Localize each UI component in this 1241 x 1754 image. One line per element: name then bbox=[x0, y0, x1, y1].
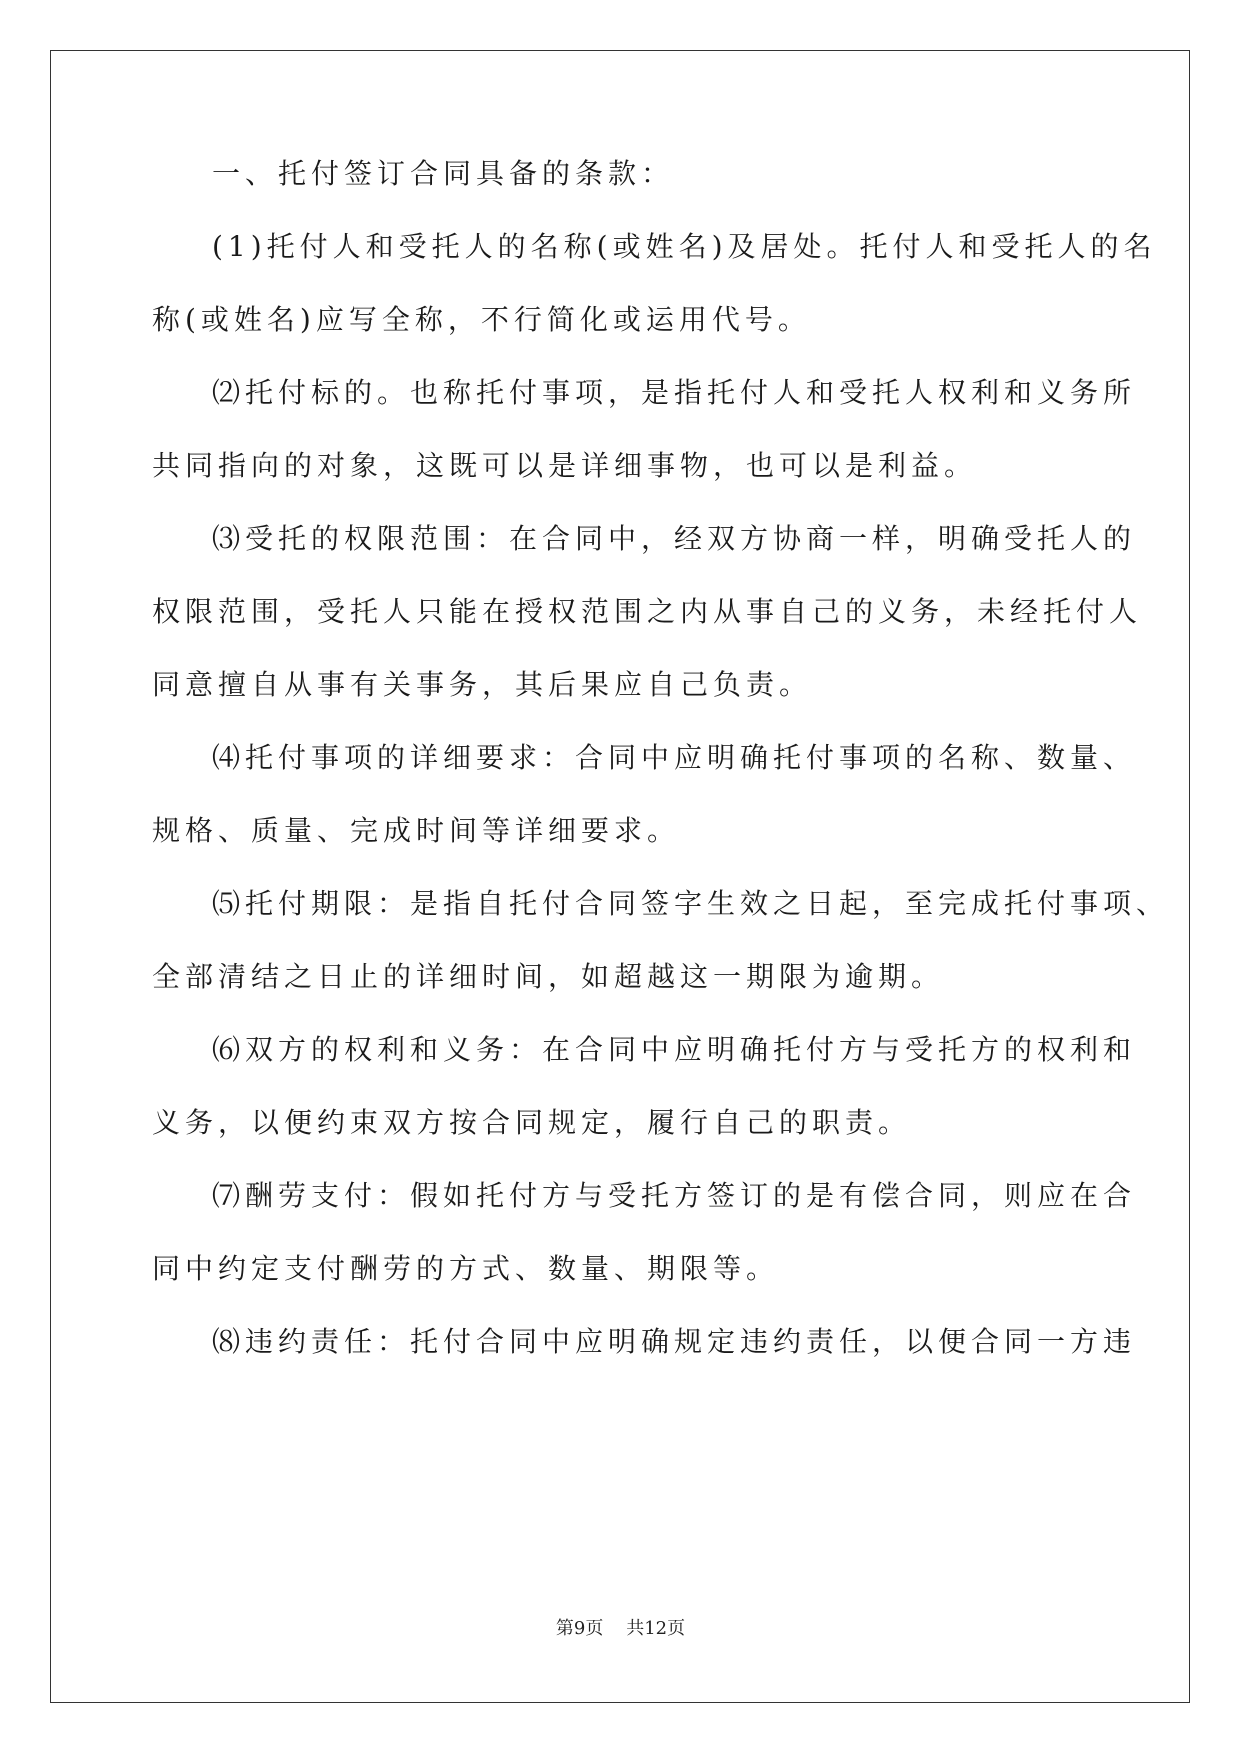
paragraph-1-line-2: 称(或姓名)应写全称，不行简化或运用代号。 bbox=[152, 303, 811, 336]
section-heading: 一、托付签订合同具备的条款： bbox=[212, 157, 675, 190]
page-label-prefix: 第 bbox=[555, 1618, 574, 1639]
paragraph-5-line-1: ⑸托付期限：是指自托付合同签字生效之日起，至完成托付事项、 bbox=[212, 887, 1170, 920]
total-label-prefix: 共 bbox=[626, 1618, 645, 1639]
paragraph-8-line-1: ⑻违约责任：托付合同中应明确规定违约责任，以便合同一方违 bbox=[212, 1325, 1137, 1358]
paragraph-3-line-3: 同意擅自从事有关事务，其后果应自己负责。 bbox=[152, 668, 813, 701]
paragraph-5-line-2: 全部清结之日止的详细时间，如超越这一期限为逾期。 bbox=[152, 960, 945, 993]
paragraph-6-line-2: 义务，以便约束双方按合同规定，履行自己的职责。 bbox=[152, 1106, 912, 1139]
paragraph-3-line-2: 权限范围，受托人只能在授权范围之内从事自己的义务，未经托付人 bbox=[152, 595, 1143, 628]
paragraph-4-line-2: 规格、质量、完成时间等详细要求。 bbox=[152, 814, 681, 847]
page-footer bbox=[0, 1617, 1241, 1641]
page-number: 9 bbox=[573, 1618, 586, 1639]
total-label-suffix: 页 bbox=[667, 1618, 686, 1639]
paragraph-4-line-1: ⑷托付事项的详细要求：合同中应明确托付事项的名称、数量、 bbox=[212, 741, 1137, 774]
paragraph-6-line-1: ⑹双方的权利和义务：在合同中应明确托付方与受托方的权利和 bbox=[212, 1033, 1137, 1066]
page-label-suffix: 页 bbox=[585, 1618, 604, 1639]
total-pages: 12 bbox=[644, 1618, 668, 1639]
paragraph-1-line-1: (1)托付人和受托人的名称(或姓名)及居处。托付人和受托人的名 bbox=[212, 230, 1157, 263]
paragraph-2-line-2: 共同指向的对象，这既可以是详细事物，也可以是利益。 bbox=[152, 449, 978, 482]
paragraph-7-line-2: 同中约定支付酬劳的方式、数量、期限等。 bbox=[152, 1252, 780, 1285]
paragraph-2-line-1: ⑵托付标的。也称托付事项，是指托付人和受托人权利和义务所 bbox=[212, 376, 1137, 409]
paragraph-7-line-1: ⑺酬劳支付：假如托付方与受托方签订的是有偿合同，则应在合 bbox=[212, 1179, 1137, 1212]
paragraph-3-line-1: ⑶受托的权限范围：在合同中，经双方协商一样，明确受托人的 bbox=[212, 522, 1137, 555]
page-border bbox=[50, 50, 1190, 1703]
